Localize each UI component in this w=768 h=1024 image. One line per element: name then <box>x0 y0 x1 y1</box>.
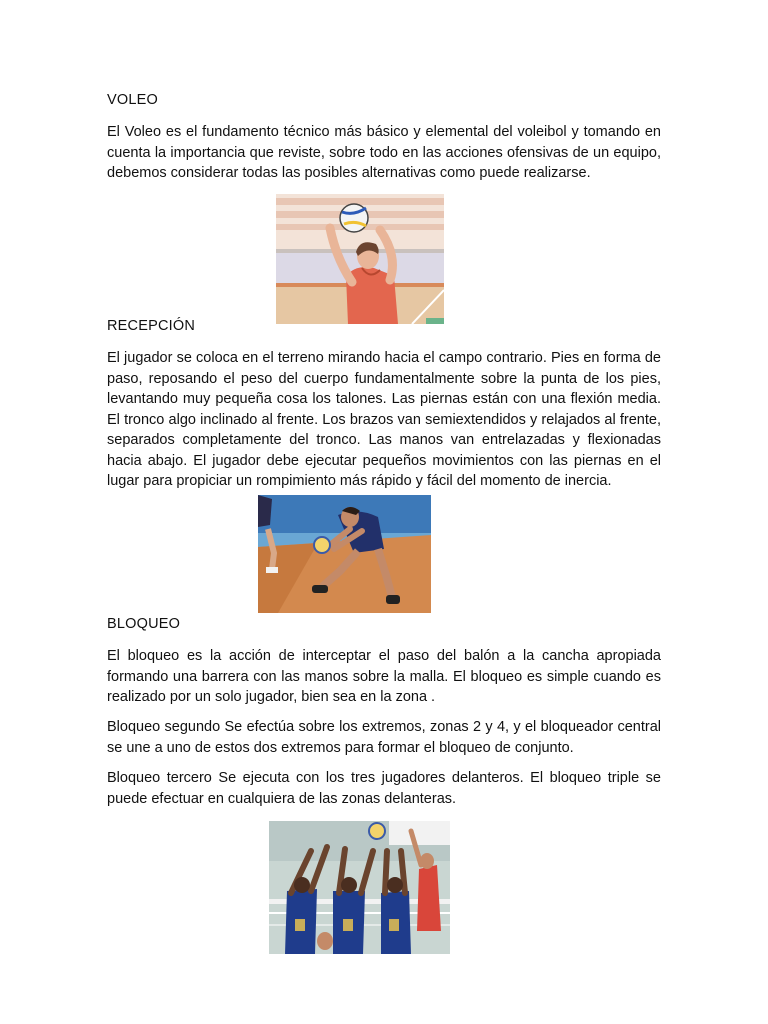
volleyball-reception-photo <box>258 495 431 613</box>
heading-recepcion: RECEPCIÓN <box>107 318 196 334</box>
paragraph-voleo: El Voleo es el fundamento técnico más básico y elemental del voleibol y tomando en cuenta la importancia que reviste, sobre todo en las acciones ofensivas de un equipo, debemos considerar todas las posibles alternativas como puede realizarse. <box>107 124 661 181</box>
heading-bloqueo: BLOQUEO <box>107 616 181 632</box>
paragraph-bloqueo-1: El bloqueo es la acción de interceptar el paso del balón a la cancha apropiada formando una barrera con las manos sobre la malla. El bloqueo es simple cuando es realizado por un solo jugador, bien sea en la zona . <box>107 648 661 705</box>
volleyball-set-illustration <box>276 194 444 324</box>
paragraph-bloqueo-3: Bloqueo tercero Se ejecuta con los tres jugadores delanteros. El bloqueo triple se puede efectuar en cualquiera de las zonas delanteras. <box>107 770 661 807</box>
volleyball-block-photo <box>269 821 450 954</box>
paragraph-bloqueo-2: Bloqueo segundo Se efectúa sobre los extremos, zonas 2 y 4, y el bloqueador central se une a uno de estos dos extremos para formar el bloqueo de conjunto. <box>107 719 661 756</box>
paragraph-recepcion: El jugador se coloca en el terreno mirando hacia el campo contrario. Pies en forma de paso, reposando el peso del cuerpo fundamentalmente sobre la punta de los pies, levantando muy pequeña cosa los talones. Las piernas están con una flexión media. El tronco algo inclinado al frente. Los brazos van semiextendidos y relajados al frente, separados completamente del tronco. Las manos van entrelazadas y flexionadas hacia abajo. El jugador debe ejecutar pequeños movimientos con las piernas en el lugar para propiciar un rompimiento más rápido y fácil del momento de inercia. <box>107 350 661 489</box>
heading-voleo: VOLEO <box>107 92 158 108</box>
